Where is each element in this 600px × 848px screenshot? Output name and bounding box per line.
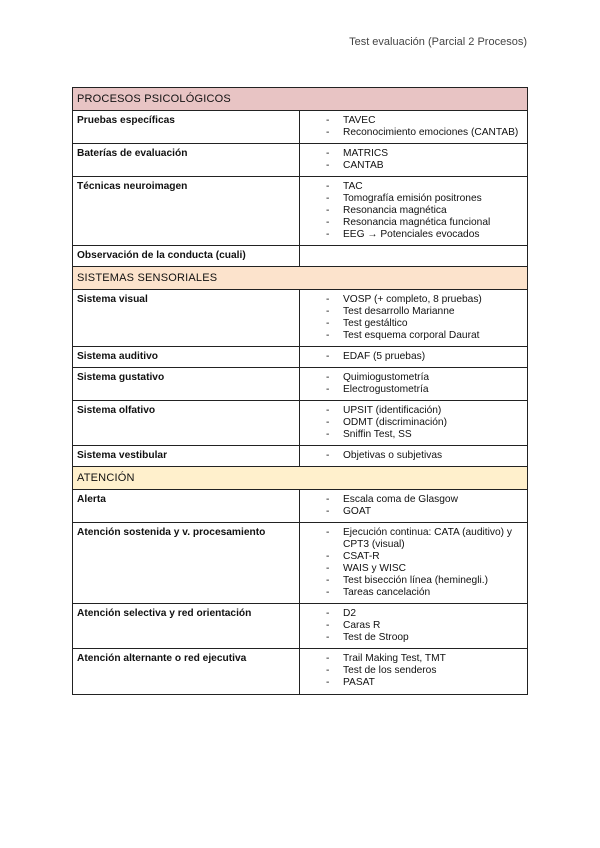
list-item: - TAC xyxy=(304,181,522,193)
list-item: - D2 xyxy=(304,608,522,620)
row-items xyxy=(300,523,528,604)
row-label: Sistema gustativo xyxy=(73,368,300,401)
list-item: - Test de Stroop xyxy=(304,632,522,644)
row-items xyxy=(300,290,528,347)
row-label: Sistema auditivo xyxy=(73,347,300,368)
row-items xyxy=(300,111,528,144)
row-label: Observación de la conducta (cuali) xyxy=(73,246,300,267)
table-row xyxy=(73,649,528,695)
list-item: - Ejecución continua: CATA (auditivo) y CPT3 (visual) xyxy=(304,527,522,551)
list-item: - EDAF (5 pruebas) xyxy=(304,351,522,363)
list-item: - Resonancia magnética funcional xyxy=(304,217,522,229)
row-label: Sistema olfativo xyxy=(73,401,300,446)
table-row xyxy=(73,347,528,368)
list-item: - MATRICS xyxy=(304,148,522,160)
row-items xyxy=(300,649,528,695)
section-title: SISTEMAS SENSORIALES xyxy=(73,267,528,290)
row-label: Sistema vestibular xyxy=(73,446,300,467)
table-row xyxy=(73,446,528,467)
list-item: - Caras R xyxy=(304,620,522,632)
list-item: - UPSIT (identificación) xyxy=(304,405,522,417)
list-item: - Resonancia magnética xyxy=(304,205,522,217)
section-header-atencion xyxy=(73,467,528,490)
row-label: Atención sostenida y v. procesamiento xyxy=(73,523,300,604)
row-items xyxy=(300,246,528,267)
list-item: - CANTAB xyxy=(304,160,522,172)
list-item: - Test gestáltico xyxy=(304,318,522,330)
row-items xyxy=(300,604,528,649)
list-item: - CSAT-R xyxy=(304,551,522,563)
list-item: - Objetivas o subjetivas xyxy=(304,450,522,462)
table-row xyxy=(73,401,528,446)
section-header-sensoriales xyxy=(73,267,528,290)
list-item: - Tareas cancelación xyxy=(304,587,522,599)
row-items xyxy=(300,368,528,401)
table-row xyxy=(73,368,528,401)
row-items xyxy=(300,446,528,467)
list-item: - Test de los senderos xyxy=(304,665,522,677)
list-item: - Tomografía emisión positrones xyxy=(304,193,522,205)
evaluation-table xyxy=(72,87,528,695)
list-item: - Reconocimiento emociones (CANTAB) xyxy=(304,127,522,139)
list-item: - Quimiogustometría xyxy=(304,372,522,384)
table-row xyxy=(73,604,528,649)
list-item: - Test bisección línea (heminegli.) xyxy=(304,575,522,587)
section-header-procesos xyxy=(73,88,528,111)
table-row xyxy=(73,246,528,267)
list-item: - PASAT xyxy=(304,677,522,689)
table-row xyxy=(73,290,528,347)
list-item: - GOAT xyxy=(304,506,522,518)
row-items xyxy=(300,347,528,368)
row-items xyxy=(300,401,528,446)
list-item: - Escala coma de Glasgow xyxy=(304,494,522,506)
list-item: - EEG → Potenciales evocados xyxy=(304,229,522,241)
section-title: ATENCIÓN xyxy=(73,467,528,490)
row-items xyxy=(300,490,528,523)
list-item: - Test esquema corporal Daurat xyxy=(304,330,522,342)
row-label: Atención alternante o red ejecutiva xyxy=(73,649,300,695)
table-row xyxy=(73,523,528,604)
table-row xyxy=(73,177,528,246)
row-label: Pruebas específicas xyxy=(73,111,300,144)
row-items xyxy=(300,177,528,246)
document-header: Test evaluación (Parcial 2 Procesos) xyxy=(349,36,527,48)
section-title: PROCESOS PSICOLÓGICOS xyxy=(73,88,528,111)
row-label: Sistema visual xyxy=(73,290,300,347)
list-item: - TAVEC xyxy=(304,115,522,127)
row-label: Atención selectiva y red orientación xyxy=(73,604,300,649)
list-item: - Sniffin Test, SS xyxy=(304,429,522,441)
row-label: Alerta xyxy=(73,490,300,523)
row-label: Baterías de evaluación xyxy=(73,144,300,177)
list-item: - Electrogustometría xyxy=(304,384,522,396)
table-row xyxy=(73,111,528,144)
table-row xyxy=(73,144,528,177)
list-item: - Trail Making Test, TMT xyxy=(304,653,522,665)
list-item: - WAIS y WISC xyxy=(304,563,522,575)
row-label: Técnicas neuroimagen xyxy=(73,177,300,246)
list-item: - VOSP (+ completo, 8 pruebas) xyxy=(304,294,522,306)
table-row xyxy=(73,490,528,523)
list-item: - Test desarrollo Marianne xyxy=(304,306,522,318)
row-items xyxy=(300,144,528,177)
list-item: - ODMT (discriminación) xyxy=(304,417,522,429)
